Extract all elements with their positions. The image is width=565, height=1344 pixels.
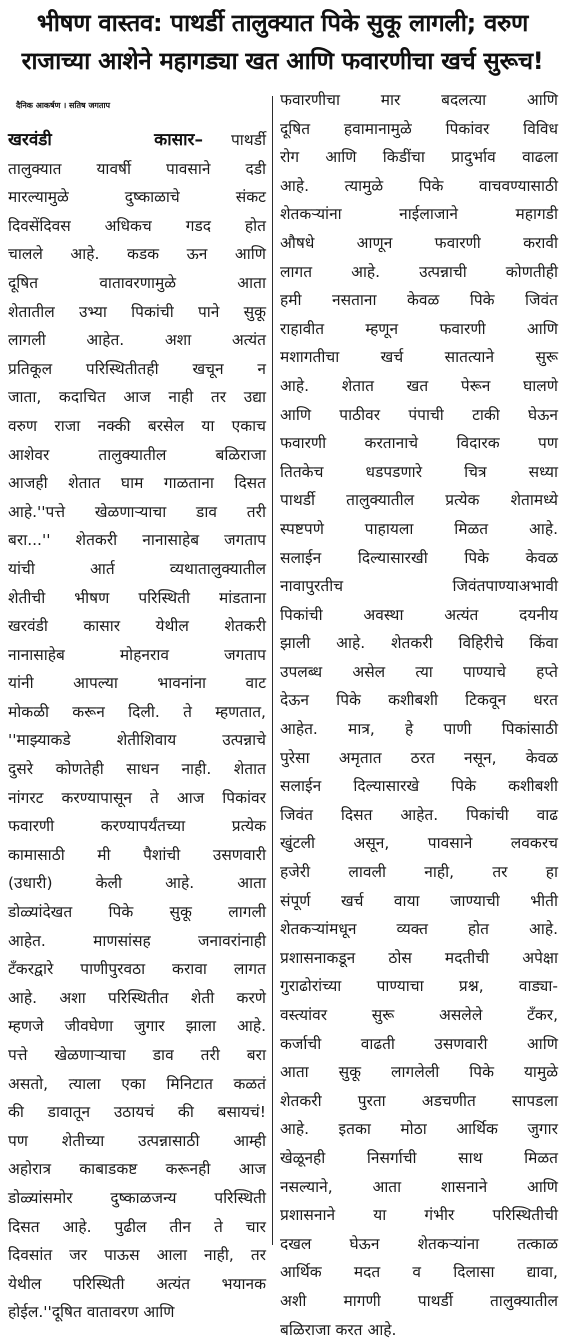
headline-line-2: राजाच्या आशेने महागड्या खत आणि फवारणीचा खर्च सुरूच! <box>21 47 544 75</box>
right-column-line: आहे. इतका मोठा आर्थिक जुगार <box>280 1120 558 1139</box>
left-column-line: यांनी आपल्या भावनांना वाट <box>8 674 266 693</box>
right-column-line: कर्जाची वाढती उसणवारी आणि <box>280 1034 558 1053</box>
left-column-line: दूषित वातावरणामुळे आता <box>8 273 266 292</box>
dateline-rest: पाथर्डी <box>230 131 266 149</box>
left-column-line: शेतातील उभ्या पिकांची पाने सुकू <box>8 302 266 321</box>
right-column-line: उपलब्ध असेल त्या पाण्याचे हप्ते <box>280 662 558 681</box>
right-column-line: अशी मागणी पाथर्डी तालुक्यातील <box>280 1291 558 1310</box>
left-column-line: होईल.''दूषित वातावरण आणि <box>8 1303 175 1322</box>
left-column-line: म्हणजे जीवघेणा जुगार झाला आहे. <box>8 1017 266 1036</box>
left-column-line: ''माझ्याकडे शेतीशिवाय उत्पन्नाचे <box>8 731 266 750</box>
left-column-line: दिवसांत जर पाऊस आला नाही, तर <box>8 1246 266 1265</box>
right-column-line: पुरेसा अमृतात ठरत नसून, केवळ <box>280 748 558 767</box>
right-column-line: आता सुकू लागलेली पिके यामुळे <box>280 1063 558 1082</box>
left-column-line: येथील परिस्थिती अत्यंत भयानक <box>8 1274 266 1293</box>
left-column-line: नानासाहेब मोहनराव जगताप <box>8 645 266 664</box>
left-column-line: दिवसेंदिवस अधिकच गडद होत <box>8 216 266 235</box>
headline-line-1: भीषण वास्तव: पाथर्डी तालुक्यात पिके सुकू लागली; वरुण <box>36 9 529 37</box>
right-column-line: तितकेच धडपडणारे चित्र सध्या <box>280 462 558 481</box>
left-column-line: आजही शेतात घाम गाळताना दिसत <box>8 474 266 493</box>
right-column-line: हजेरी लावली नाही, तर हा <box>280 863 558 882</box>
right-column-line: देऊन पिके कशीबशी टिकवून धरत <box>280 691 558 710</box>
left-column-line: तालुक्यात यावर्षी पावसाने दडी <box>8 159 266 178</box>
left-column-line: (उधारी) केली आहे. आता <box>8 874 266 893</box>
right-column-line: नावापुरतीच जिवंतपाण्याअभावी <box>280 577 558 596</box>
left-column-line: टँकरद्वारे पाणीपुरवठा करावा लागत <box>8 960 266 979</box>
left-column-line: आहे.''पत्ते खेळणाऱ्याचा डाव तरी <box>8 502 266 521</box>
left-column-line: असतो, त्याला एका मिनिटात कळतं <box>8 1074 266 1093</box>
right-column-line: लागत आहे. उत्पन्नाची कोणतीही <box>280 262 558 281</box>
left-column-line: यांची आर्त व्यथातालुक्यातील <box>8 559 266 578</box>
left-column-line: मोकळी करून दिली. ते म्हणतात, <box>8 702 266 721</box>
left-column-line: दुसरे कोणतेही साधन नाही. शेतात <box>8 760 266 779</box>
left-column-line: पण शेतीच्या उत्पन्नासाठी आम्ही <box>8 1131 266 1150</box>
right-column-line: शेतकऱ्यांना नाईलाजाने महागडी <box>280 205 558 224</box>
right-column-line: गुराढोरांच्या पाण्याचा प्रश्न, वाड्या- <box>280 977 558 996</box>
right-column-line: स्पष्टपणे पाहायला मिळत आहे. <box>280 519 558 538</box>
right-column-line: शेतकऱ्यांमधून व्यक्त होत आहे. <box>280 920 558 939</box>
right-column-line: वस्त्यांवर सुरू असलेले टँकर, <box>280 1006 558 1024</box>
left-column-line: आशेवर तालुक्यातील बळिराजा <box>8 445 266 464</box>
right-column-line: आहेत. मात्र, हे पाणी पिकांसाठी <box>280 720 558 739</box>
article-column-right <box>280 86 558 1344</box>
left-column-line: आहे. अशा परिस्थितीत शेती करणे <box>8 988 266 1007</box>
left-column-line: दिसत आहे. पुढील तीन ते चार <box>8 1217 266 1236</box>
left-column-line: प्रतिकूल परिस्थितीतही खचून न <box>8 359 266 378</box>
right-column-line: शेतकरी पुरता अडचणीत सापडला <box>280 1091 558 1110</box>
left-column-line: चालले आहे. कडक ऊन आणि <box>8 245 266 264</box>
right-column-line: प्रशासनाकडून ठोस मदतीची अपेक्षा <box>280 948 558 967</box>
right-column-line: पिकांची अवस्था अत्यंत दयनीय <box>280 605 558 624</box>
right-column-line: औषधे आणून फवारणी करावी <box>280 233 558 252</box>
right-column-line: जिवंत दिसत आहेत. पिकांची वाढ <box>280 805 558 824</box>
left-column-line: अहोरात्र काबाडकष्ट करूनही आज <box>8 1160 266 1179</box>
right-column-line: सलाईन दिल्यासारखे पिके कशीबशी <box>280 777 558 796</box>
left-column-line: डोळ्यांदेखत पिके सुकू लागली <box>8 903 266 922</box>
left-column-line: डोळ्यांसमोर दुष्काळजन्य परिस्थिती <box>8 1188 266 1207</box>
right-column-line: हमी नसताना केवळ पिके जिवंत <box>280 291 558 310</box>
right-column-line: पाथर्डी तालुक्यातील प्रत्येक शेतामध्ये <box>280 491 558 510</box>
article-body <box>0 86 565 1339</box>
left-column-line: नांगरट करण्यापासून ते आज पिकांवर <box>8 788 266 807</box>
right-column-line: दखल घेऊन शेतकऱ्यांना तत्काळ <box>280 1234 558 1253</box>
right-column-line: प्रशासनाने या गंभीर परिस्थितीची <box>280 1206 558 1225</box>
right-column-line: बळिराजा करत आहे. <box>280 1320 397 1339</box>
dateline: खरवंडी कासार– <box>8 130 203 150</box>
right-column-line: रोग आणि किडींचा प्रादुर्भाव वाढला <box>280 148 558 167</box>
right-column-line: आहे. त्यामुळे पिके वाचवण्यासाठी <box>280 176 558 195</box>
right-column-line: सलाईन दिल्यासारखी पिके केवळ <box>280 548 558 567</box>
left-column-line: फवारणी करण्यापर्यंतच्या प्रत्येक <box>8 817 266 836</box>
left-column-line: वरुण राजा नक्की बरसेल या एकाच <box>8 416 266 435</box>
right-column-line: खुंटली असून, पावसाने लवकरच <box>280 834 558 853</box>
right-column-line: झाली आहे. शेतकरी विहिरीचे किंवा <box>280 634 558 653</box>
left-column-line: पत्ते खेळणाऱ्याचा डाव तरी बरा <box>8 1046 266 1064</box>
right-column-line: फवारणी करतानाचे विदारक पण <box>280 434 558 453</box>
left-column-line: शेतीची भीषण परिस्थिती मांडताना <box>8 588 266 607</box>
right-column-line: खेळूनही निसर्गाची साथ मिळत <box>280 1148 558 1167</box>
right-column-line: राहावीत म्हणून फवारणी आणि <box>280 319 558 338</box>
right-column-line: आणि पाठीवर पंपाची टाकी घेऊन <box>280 405 558 424</box>
left-column-line: कामासाठी मी पैशांची उसणवारी <box>8 845 266 864</box>
headline <box>0 4 565 80</box>
article-column-left <box>8 86 266 1327</box>
right-column-line: आर्थिक मदत व दिलासा द्यावा, <box>280 1263 558 1282</box>
byline: दैनिक आकर्षण । सतिष जगताप <box>16 101 111 110</box>
dateline-line <box>8 126 266 155</box>
left-column-line: खरवंडी कासार येथील शेतकरी <box>8 617 266 636</box>
right-column-line: फवारणीचा मार बदलत्या आणि <box>280 91 558 109</box>
right-column-line: आहे. शेतात खत पेरून घालणे <box>280 376 558 395</box>
left-column-line: बरा...'' शेतकरी नानासाहेब जगताप <box>8 531 266 550</box>
left-column-line: मारल्यामुळे दुष्काळाचे संकट <box>8 188 266 207</box>
right-column-line: दूषित हवामानामुळे पिकांवर विविध <box>280 119 558 138</box>
right-column-line: नसल्याने, आता शासनाने आणि <box>280 1177 558 1196</box>
left-column-line: आहेत. माणसांसह जनावरांनाही <box>8 931 266 950</box>
right-column-line: मशागतीचा खर्च सातत्याने सुरू <box>280 348 558 367</box>
left-column-line: लागली आहेत. अशा अत्यंत <box>8 331 266 350</box>
right-column-line: संपूर्ण खर्च वाया जाण्याची भीती <box>280 891 558 910</box>
left-column-line: जाता, कदाचित आज नाही तर उद्या <box>8 388 266 407</box>
left-column-line: की डावातून उठायचं की बसायचं! <box>8 1103 266 1122</box>
